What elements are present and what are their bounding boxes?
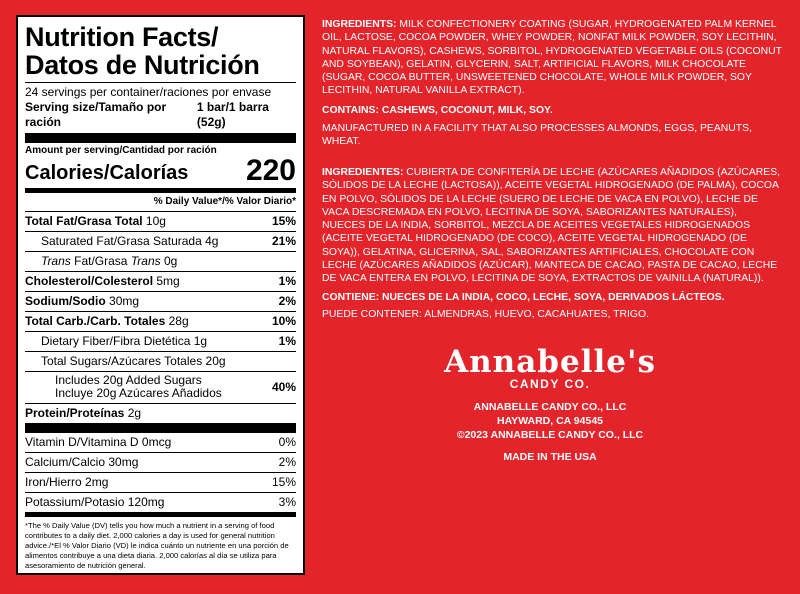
calories-row	[25, 156, 296, 188]
nutrient-dv: 10%	[271, 314, 296, 328]
nutrient-label: Protein/Proteínas	[25, 406, 125, 420]
nutrient-amount: 28g	[168, 314, 189, 328]
total-sugars-row	[25, 351, 296, 371]
fiber-row	[25, 331, 296, 351]
divider-thick	[25, 423, 296, 433]
nutrient-dv: 1%	[278, 274, 296, 288]
calories-value: 220	[245, 154, 296, 187]
trans-fat-row	[25, 251, 296, 271]
nutrient-label: Saturated Fat/Grasa Saturada	[41, 234, 202, 248]
made-in: MADE IN THE USA	[503, 451, 597, 463]
cholesterol-row	[25, 271, 296, 291]
serving-size-label: Serving size/Tamaño por ración	[25, 100, 167, 129]
vitamin-dv: 0%	[278, 435, 296, 449]
sodium-row	[25, 291, 296, 311]
added-sugars-es: Incluye 20g Azúcares Añadidos	[55, 386, 222, 400]
trans-italic-es: Trans	[130, 254, 161, 268]
brand-subtitle: CANDY CO.	[509, 377, 591, 391]
contains-es: CONTIENE: NUECES DE LA INDIA, COCO, LECHE, SOYA, DERIVADOS LÁCTEOS.	[322, 292, 725, 303]
facility-en: MANUFACTURED IN A FACILITY THAT ALSO PROCESSES ALMONDS, EGGS, PEANUTS, WHEAT.	[322, 123, 752, 148]
may-contain-es: PUEDE CONTENER: ALMENDRAS, HUEVO, CACAHUATES, TRIGO.	[322, 309, 649, 320]
divider	[25, 82, 296, 83]
nutrient-dv: 15%	[271, 214, 296, 228]
vitamin-label: Vitamin D/Vitamina D 0mcg	[25, 435, 172, 449]
nutrition-title-en: Nutrition Facts/	[25, 22, 219, 52]
iron-row	[25, 472, 296, 492]
nutrient-dv: 40%	[271, 379, 296, 394]
amount-per-serving: Amount per serving/Cantidad por ración	[25, 145, 217, 156]
vitamin-label: Calcium/Calcio 30mg	[25, 455, 139, 469]
total-carb-row	[25, 311, 296, 331]
trans-italic: Trans	[41, 254, 71, 268]
nutrition-facts-panel	[16, 15, 305, 575]
ingredients-es	[322, 166, 782, 286]
added-sugars-row	[25, 371, 296, 403]
serving-size	[25, 100, 296, 133]
servings-per-container: 24 servings per container/raciones por envase	[25, 85, 272, 99]
vitamin-label: Potassium/Potasio 120mg	[25, 495, 165, 509]
ingredients-en-text: MILK CONFECTIONERY COATING (SUGAR, HYDROGENATED PALM KERNEL OIL, LACTOSE, COCOA POWDER, WHEY POWDER, NONFAT MILK POWDER, SOY LECITHIN, NATURAL FLAVORS), CASHEWS, SORBITOL, HYDROGENATED VEGETABLE OILS (COCONUT AND SOYBEAN), GELATIN, GLYCERIN, SALT, ARTIFICIAL FLAVORS, MILK CHOCOLATE (SUGAR, COCOA BUTTER, UNSWEETENED CHOCOLATE, WHOLE MILK POWDER, SOY LECITHIN, NATURAL VANILLA EXTRACT).	[322, 19, 782, 97]
nutrient-dv: 1%	[278, 334, 296, 348]
nutrient-amount: 5mg	[156, 274, 180, 288]
protein-row	[25, 403, 296, 423]
vitamin-dv: 3%	[278, 495, 296, 509]
divider-thick	[25, 133, 296, 143]
nutrient-label: Total Fat/Grasa Total	[25, 214, 143, 228]
nutrient-amount: 10g	[145, 214, 166, 228]
ingredients-es-label: INGREDIENTES:	[322, 167, 404, 178]
saturated-fat-row	[25, 231, 296, 251]
nutrient-amount: 20g	[205, 354, 226, 368]
company-copyright: ©2023 ANNABELLE CANDY CO., LLC	[456, 429, 644, 441]
brand-logo	[440, 345, 660, 391]
nutrient-amount: 4g	[205, 234, 219, 248]
vitamin-dv: 2%	[278, 455, 296, 469]
trans-label: Fat/Grasa	[70, 254, 131, 268]
vitamin-dv: 15%	[271, 475, 296, 489]
company-info	[440, 400, 660, 464]
daily-value-footnote: *The % Daily Value (DV) tells you how much a nutrient in a serving of food contributes to a daily diet. 2,000 calories a day is used for general nutrition advice./*El % Valor Diario (VD) le indica cuánto un nutriente en una porción de alimentos contribuye a una dieta diaria. 2,000 calorías al día se utiliza para asesoramiento de nutrición general.	[25, 521, 289, 570]
daily-value-header: % Daily Value*/% Valor Diario*	[153, 196, 296, 207]
company-name: ANNABELLE CANDY CO., LLC	[473, 401, 627, 413]
nutrient-amount: 1g	[193, 334, 208, 348]
nutrient-dv: 21%	[271, 234, 296, 248]
contains-en: CONTAINS: CASHEWS, COCONUT, MILK, SOY.	[322, 105, 553, 116]
nutrient-label: Cholesterol/Colesterol	[25, 274, 154, 288]
nutrient-amount: 2g	[127, 406, 142, 420]
total-fat-row	[25, 211, 296, 231]
nutrient-amount: 30mg	[109, 294, 140, 308]
nutrient-amount: 0g	[160, 254, 178, 268]
nutrient-label: Sodium/Sodio	[25, 294, 106, 308]
company-address: HAYWARD, CA 94545	[496, 415, 603, 427]
nutrient-label: Dietary Fiber/Fibra Dietética	[41, 334, 191, 348]
vitamin-d-row	[25, 433, 296, 452]
ingredients-en-label: INGREDIENTS:	[322, 19, 397, 30]
vitamin-label: Iron/Hierro 2mg	[25, 475, 109, 489]
nutrient-label: Total Carb./Carb. Totales	[25, 314, 166, 328]
nutrient-label: Total Sugars/Azúcares Totales	[41, 354, 203, 368]
ingredients-en	[322, 18, 782, 98]
potassium-row	[25, 492, 296, 512]
calories-label: Calories/Calorías	[25, 162, 189, 184]
ingredients-es-text: CUBIERTA DE CONFITERÍA DE LECHE (AZÚCARES AÑADIDOS (AZÚCARES, SÓLIDOS DE LA LECHE (LACTOSA)), ACEITE VEGETAL HIDROGENADO (DE PALMA), COCOA EN POLVO, SÓLIDOS DE LA LECHE (SUERO DE LECHE DE VACA EN POLVO), LECHE DE VACA DESCREMADA EN POLVO, LECITINA DE SOYA, SABORIZANTES NATURALES), NUECES DE LA INDIA, SORBITOL, MEZCLA DE ACEITES VEGETALES HIDROGENADOS (ACEITE VEGETAL HIDROGENADO (DE COCO), ACEITE VEGETAL HIDROGENADO (DE SOYA)), GELATINA, GLICERINA, SAL, SABORIZANTES ARTIFICIALES, CHOCOLATE CON LECHE (AZÚCARES AÑADIDOS (AZÚCAR), MANTECA DE CACAO, PASTA DE CACAO, LECHE DE VACA ENTERA EN POLVO, LECITINA DE SOYA, EXTRACTOS DE VAINILLA (NATURAL)).	[322, 167, 781, 285]
nutrient-dv: 2%	[278, 294, 296, 308]
brand-name: Annabelle's	[444, 344, 656, 380]
nutrition-title-es: Datos de Nutrición	[25, 50, 260, 80]
serving-size-value: 1 bar/1 barra (52g)	[196, 100, 269, 129]
added-sugars-en: Includes 20g Added Sugars	[55, 373, 202, 387]
calcium-row	[25, 452, 296, 472]
